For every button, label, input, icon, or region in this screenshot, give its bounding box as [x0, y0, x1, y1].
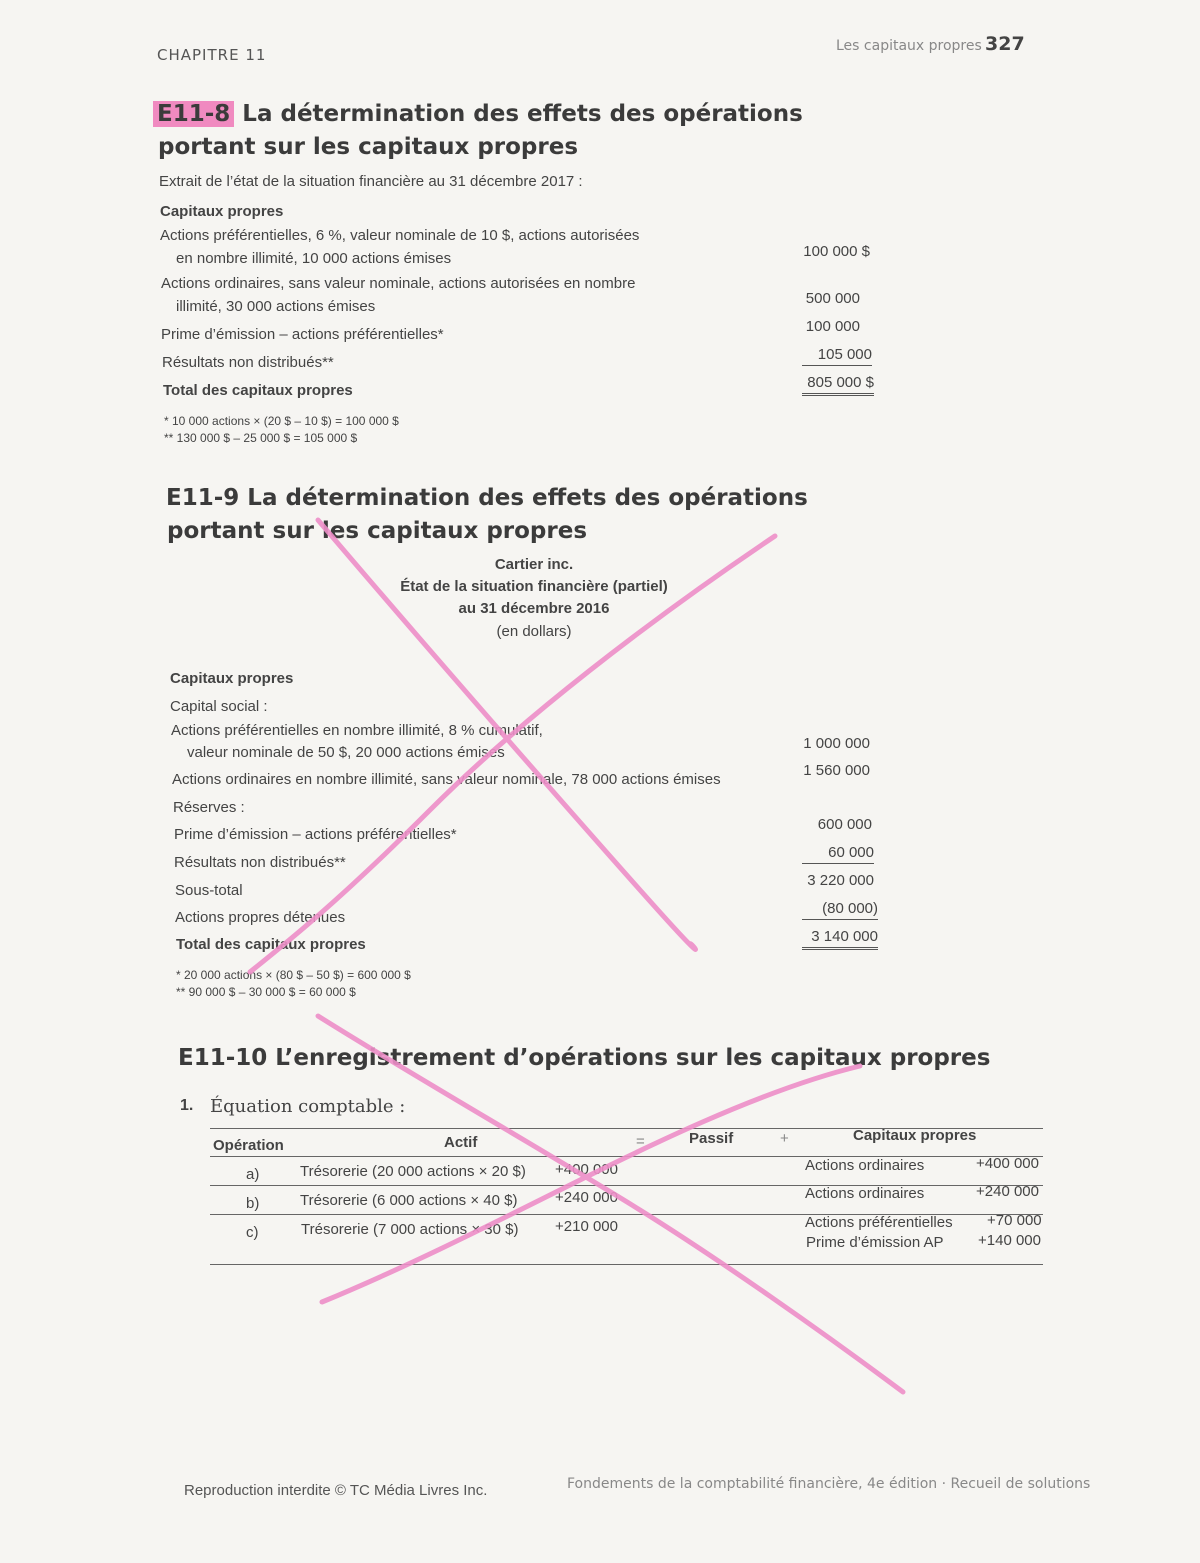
- e9-rnd-label: Résultats non distribués**: [174, 854, 346, 871]
- row-c-cp-value-2: +140 000: [978, 1232, 1041, 1249]
- row-a-cp-value: +400 000: [976, 1155, 1039, 1172]
- e8-code: E11-8: [153, 101, 234, 127]
- e8-row-rnd: Résultats non distribués**: [162, 354, 334, 371]
- e9-company: Cartier inc.: [494, 556, 574, 573]
- e8-note-2: ** 130 000 $ – 25 000 $ = 105 000 $: [164, 431, 358, 445]
- e9-prime-label: Prime d’émission – actions préférentielles*: [174, 826, 457, 843]
- row-c-cp-label-1: Actions préférentielles: [805, 1214, 953, 1231]
- e9-total-label: Total des capitaux propres: [176, 936, 366, 953]
- e10-item-label: Équation comptable :: [210, 1096, 406, 1117]
- e9-statement-title: État de la situation financière (partiel): [400, 578, 668, 595]
- row-c-op: c): [246, 1224, 259, 1241]
- e9-pref-line2: valeur nominale de 50 $, 20 000 actions émises: [187, 744, 505, 761]
- col-operation: Opération: [213, 1137, 284, 1154]
- row-b-desc: Trésorerie (6 000 actions × 40 $): [300, 1192, 518, 1209]
- e8-intro: Extrait de l’état de la situation financière au 31 décembre 2017 :: [159, 173, 583, 190]
- col-actif: Actif: [444, 1134, 478, 1151]
- e9-code: E11-9: [166, 485, 240, 511]
- row-a-op: a): [246, 1166, 260, 1183]
- e9-title-line2: portant sur les capitaux propres: [167, 518, 588, 544]
- e8-ord-value: 500 000: [805, 290, 860, 307]
- row-a-cp-label: Actions ordinaires: [805, 1157, 925, 1174]
- e9-reserves: Réserves :: [173, 799, 245, 816]
- col-plus: +: [780, 1130, 789, 1147]
- e9-rnd-value: 60 000: [802, 844, 874, 864]
- e9-note-1: * 20 000 actions × (80 $ – 50 $) = 600 000 $: [176, 968, 411, 982]
- e8-note-1: * 10 000 actions × (20 $ – 10 $) = 100 000 $: [164, 414, 399, 428]
- row-c-amount: +210 000: [555, 1218, 618, 1235]
- e8-row-pref-line1: Actions préférentielles, 6 %, valeur nominale de 10 $, actions autorisées: [160, 227, 640, 244]
- row-c-cp-label-2: Prime d’émission AP: [806, 1234, 944, 1251]
- section-label: Les capitaux propres: [836, 38, 982, 54]
- col-passif: Passif: [689, 1130, 734, 1147]
- e9-subtotal-label: Sous-total: [175, 882, 243, 899]
- e8-total-label: Total des capitaux propres: [163, 382, 353, 399]
- e8-row-ord-line2: illimité, 30 000 actions émises: [176, 298, 376, 315]
- e8-heading: Capitaux propres: [160, 203, 284, 220]
- page-number: 327: [985, 33, 1025, 55]
- e8-row-prime: Prime d’émission – actions préférentielles*: [161, 326, 444, 343]
- col-equals: =: [636, 1133, 645, 1150]
- e9-prime-value: 600 000: [817, 816, 872, 833]
- e9-treasury-label: Actions propres détenues: [175, 909, 346, 926]
- footer-copyright: Reproduction interdite © TC Média Livres Inc.: [184, 1482, 488, 1499]
- row-c-cp-value-1: +70 000: [987, 1212, 1042, 1229]
- strike-e10-line-2: [322, 1066, 860, 1302]
- e10-title-text: L’enregistrement d’opérations sur les capitaux propres: [275, 1045, 991, 1071]
- e9-title-text: La détermination des effets des opérations: [247, 485, 808, 511]
- e9-heading: Capitaux propres: [170, 670, 294, 687]
- row-b-amount: +240 000: [555, 1189, 618, 1206]
- row-a-amount: +400 000: [555, 1161, 618, 1178]
- footer-book-title: Fondements de la comptabilité financière, 4e édition · Recueil de solutions: [567, 1476, 1091, 1492]
- e9-pref-value: 1 000 000: [803, 735, 870, 752]
- e8-rnd-value: 105 000: [802, 346, 872, 366]
- e9-pref-line1: Actions préférentielles en nombre illimité, 8 % cumulatif,: [171, 722, 543, 739]
- e10-item-number: 1.: [180, 1097, 194, 1114]
- e8-total-value: 805 000 $: [802, 374, 874, 396]
- e8-title-line2: portant sur les capitaux propres: [158, 134, 579, 160]
- e8-row-pref-line2: en nombre illimité, 10 000 actions émises: [176, 250, 452, 267]
- strike-e9-line-1: [318, 520, 696, 949]
- e10-code: E11-10: [178, 1045, 268, 1071]
- e8-pref-value: 100 000 $: [803, 243, 870, 260]
- e9-subtotal-value: 3 220 000: [807, 872, 874, 889]
- strike-e10-line-1: [318, 1016, 903, 1392]
- e9-total-value: 3 140 000: [802, 928, 878, 950]
- e9-treasury-value: (80 000): [802, 900, 878, 920]
- e9-unit: (en dollars): [496, 623, 572, 640]
- e8-title-text: La détermination des effets des opérations: [242, 101, 803, 127]
- row-a-desc: Trésorerie (20 000 actions × 20 $): [300, 1163, 526, 1180]
- e9-ord-line: Actions ordinaires en nombre illimité, sans valeur nominale, 78 000 actions émises: [172, 771, 721, 788]
- row-c-desc: Trésorerie (7 000 actions × 30 $): [301, 1221, 519, 1238]
- e9-note-2: ** 90 000 $ – 30 000 $ = 60 000 $: [176, 985, 356, 999]
- e9-statement-date: au 31 décembre 2016: [458, 600, 610, 617]
- chapter-label: CHAPITRE 11: [157, 46, 267, 64]
- row-b-cp-value: +240 000: [976, 1183, 1039, 1200]
- row-b-op: b): [246, 1195, 260, 1212]
- e9-capital-social: Capital social :: [170, 698, 268, 715]
- e8-row-ord-line1: Actions ordinaires, sans valeur nominale, actions autorisées en nombre: [161, 275, 636, 292]
- strike-e9-line-2: [250, 536, 775, 972]
- e9-ord-value: 1 560 000: [803, 762, 870, 779]
- col-capitaux-propres: Capitaux propres: [853, 1127, 977, 1144]
- e8-prime-value: 100 000: [805, 318, 860, 335]
- row-b-cp-label: Actions ordinaires: [805, 1185, 925, 1202]
